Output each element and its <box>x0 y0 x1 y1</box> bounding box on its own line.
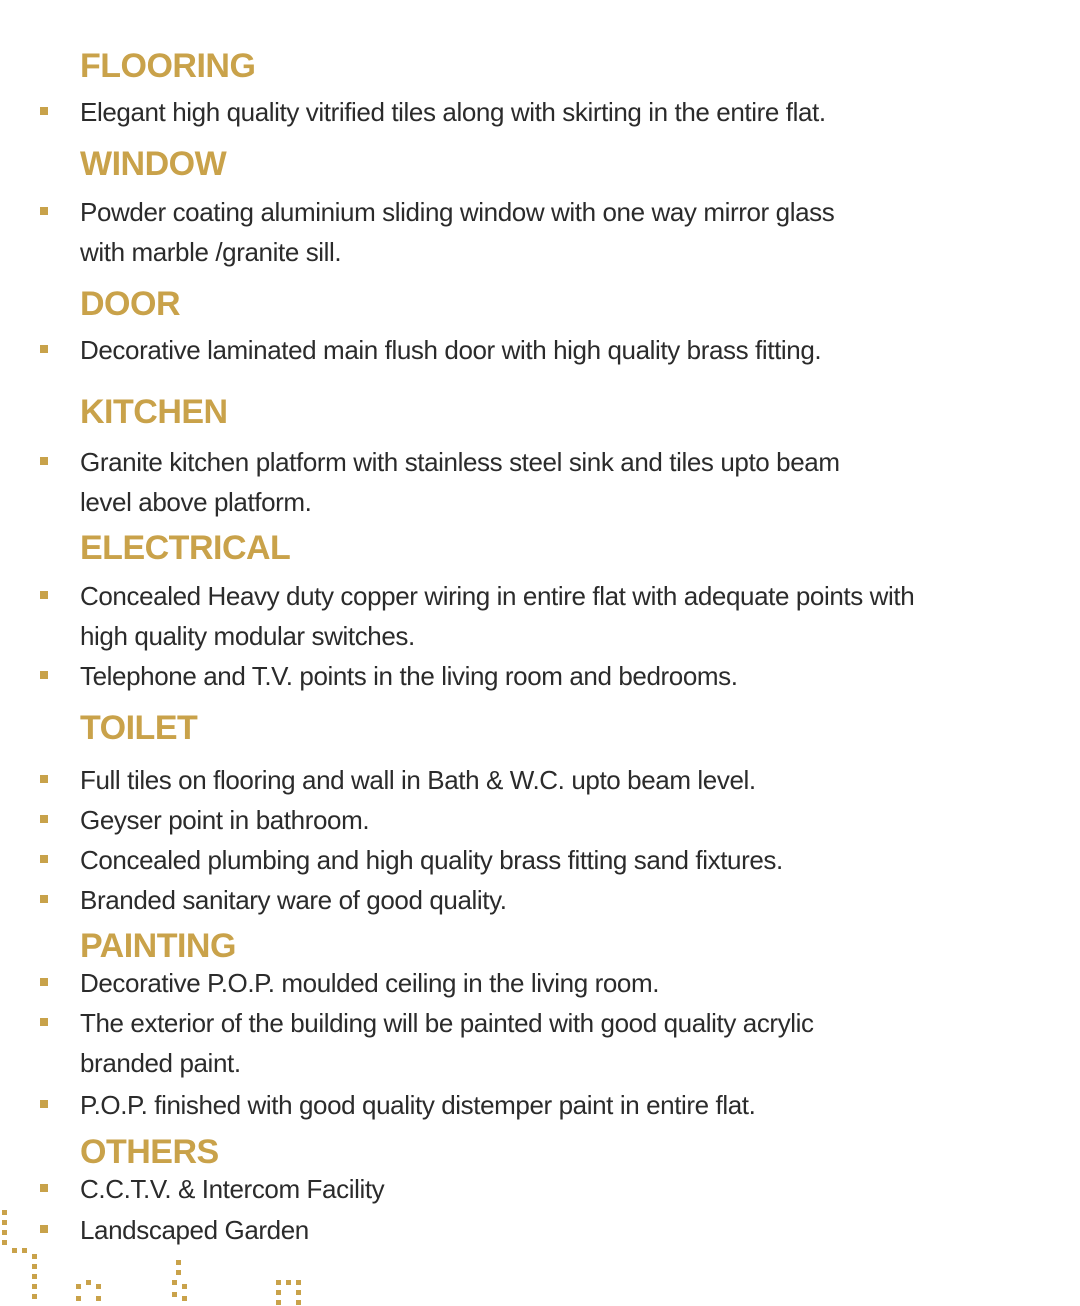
painting-item-1: Decorative P.O.P. moulded ceiling in the living room. <box>80 968 660 998</box>
bullet-marker <box>40 107 48 115</box>
electrical-item-2: Telephone and T.V. points in the living room and bedrooms. <box>80 661 738 691</box>
bullet-marker <box>40 207 48 215</box>
heading-window: WINDOW <box>80 145 227 183</box>
others-item-2: Landscaped Garden <box>80 1215 309 1245</box>
bullet-marker <box>40 775 48 783</box>
bullet-marker <box>40 591 48 599</box>
bullet-marker <box>40 1018 48 1026</box>
heading-others: OTHERS <box>80 1133 219 1171</box>
kitchen-item-1-line-1: Granite kitchen platform with stainless steel sink and tiles upto beam <box>80 447 840 477</box>
painting-item-3: P.O.P. finished with good quality distemper paint in entire flat. <box>80 1090 756 1120</box>
electrical-item-1-line-1: Concealed Heavy duty copper wiring in entire flat with adequate points with <box>80 581 915 611</box>
others-item-1: C.C.T.V. & Intercom Facility <box>80 1174 385 1204</box>
flooring-item-1: Elegant high quality vitrified tiles along with skirting in the entire flat. <box>80 97 826 127</box>
toilet-item-4: Branded sanitary ware of good quality. <box>80 885 507 915</box>
bullet-marker <box>40 895 48 903</box>
bullet-marker <box>40 978 48 986</box>
heading-toilet: TOILET <box>80 709 198 747</box>
window-item-1-line-2: with marble /granite sill. <box>80 237 342 267</box>
toilet-item-3: Concealed plumbing and high quality brass fitting sand fixtures. <box>80 845 783 875</box>
bullet-marker <box>40 671 48 679</box>
bullet-marker <box>40 345 48 353</box>
toilet-item-2: Geyser point in bathroom. <box>80 805 370 835</box>
bullet-marker <box>40 815 48 823</box>
kitchen-item-1-line-2: level above platform. <box>80 487 312 517</box>
painting-item-2-line-2: branded paint. <box>80 1048 241 1078</box>
heading-painting: PAINTING <box>80 927 236 965</box>
toilet-item-1: Full tiles on flooring and wall in Bath & W.C. upto beam level. <box>80 765 756 795</box>
decorative-dotted-pattern <box>0 1200 320 1306</box>
window-item-1-line-1: Powder coating aluminium sliding window with one way mirror glass <box>80 197 835 227</box>
bullet-marker <box>40 1100 48 1108</box>
heading-electrical: ELECTRICAL <box>80 529 291 567</box>
door-item-1: Decorative laminated main flush door with high quality brass fitting. <box>80 335 822 365</box>
heading-flooring: FLOORING <box>80 47 256 85</box>
bullet-marker <box>40 457 48 465</box>
heading-door: DOOR <box>80 285 180 323</box>
painting-item-2-line-1: The exterior of the building will be painted with good quality acrylic <box>80 1008 814 1038</box>
bullet-marker <box>40 855 48 863</box>
bullet-marker <box>40 1184 48 1192</box>
electrical-item-1-line-2: high quality modular switches. <box>80 621 415 651</box>
heading-kitchen: KITCHEN <box>80 393 228 431</box>
